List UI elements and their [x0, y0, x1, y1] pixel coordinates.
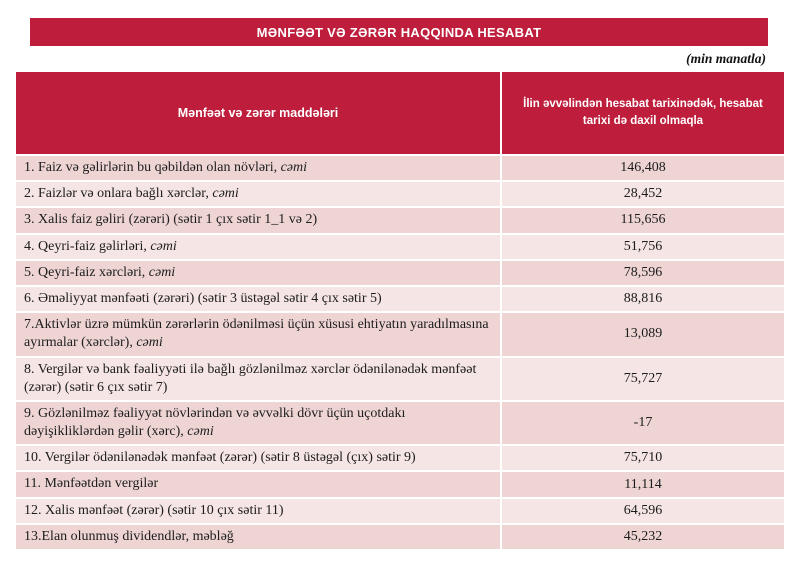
- unit-note: (min manatla): [686, 51, 766, 66]
- table-row: [15, 445, 785, 471]
- row-label: 5. Qeyri-faiz xərcləri,: [24, 264, 149, 280]
- row-label-italic: cəmi: [148, 264, 176, 280]
- row-label: 13.Elan olunmuş dividendlər, məbləğ: [24, 528, 234, 544]
- row-label-cell: [15, 286, 501, 312]
- row-value-cell: 115,656: [501, 207, 785, 233]
- row-label-cell: [15, 498, 501, 524]
- row-value-cell: 75,710: [501, 445, 785, 471]
- row-label-cell: [15, 207, 501, 233]
- table-row: [15, 207, 785, 233]
- row-label-cell: [15, 357, 501, 401]
- row-label-cell: [15, 524, 501, 550]
- column-header-value: İlin əvvəlindən hesabat tarixinədək, hesabat tarixi də daxil olmaqla: [501, 71, 785, 155]
- table-row: [15, 357, 785, 401]
- table-row: [15, 524, 785, 550]
- row-label: 1. Faiz və gəlirlərin bu qəbildən olan növləri,: [24, 160, 281, 175]
- row-label: 6. Əməliyyat mənfəəti (zərəri) (sətir 3 üstəgəl sətir 4 çıx sətir 5): [24, 290, 382, 306]
- table-row: [15, 181, 785, 207]
- header-row: [15, 71, 785, 155]
- report-title: MƏNFƏƏT VƏ ZƏRƏR HAQQINDA HESABAT: [256, 25, 542, 40]
- row-label: 7.Aktivlər üzrə mümkün zərərlərin ödənilməsi üçün xüsusi ehtiyatın yaradılmasına ayırmalar (xərclər),: [24, 317, 489, 351]
- row-label-italic: cəmi: [187, 424, 214, 440]
- row-label-italic: cəmi: [212, 186, 239, 202]
- row-label: 3. Xalis faiz gəliri (zərəri) (sətir 1 çıx sətir 1_1 və 2): [24, 212, 318, 228]
- row-label: 11. Mənfəətdən vergilər: [24, 476, 159, 492]
- profit-loss-table: [14, 70, 786, 551]
- row-label-italic: cəmi: [280, 160, 308, 175]
- row-label: 4. Qeyri-faiz gəlirləri,: [24, 238, 151, 254]
- row-label: 8. Vergilər və bank fəaliyyəti ilə bağlı gözlənilməz xərclər ödənilənədək mənfəət (zərər) (sətir 6 çıx sətir 7): [24, 361, 477, 395]
- row-value-cell: 88,816: [501, 286, 785, 312]
- row-label-cell: [15, 260, 501, 286]
- table-row: [15, 498, 785, 524]
- table-row: [15, 312, 785, 356]
- row-label-cell: [15, 234, 501, 260]
- row-label: 10. Vergilər ödənilənədək mənfəət (zərər) (sətir 8 üstəgəl (çıx) sətir 9): [24, 450, 416, 466]
- row-value-cell: 11,114: [501, 471, 785, 497]
- table-row: [15, 155, 785, 181]
- table-row: [15, 471, 785, 497]
- row-value-cell: 75,727: [501, 357, 785, 401]
- row-value-cell: -17: [501, 401, 785, 445]
- page: [0, 18, 800, 579]
- row-label-cell: [15, 312, 501, 356]
- row-label-cell: [15, 471, 501, 497]
- row-label-cell: [15, 181, 501, 207]
- row-value-cell: 78,596: [501, 260, 785, 286]
- row-value-cell: 13,089: [501, 312, 785, 356]
- row-label: 12. Xalis mənfəət (zərər) (sətir 10 çıx sətir 11): [24, 502, 284, 518]
- table-row: [15, 234, 785, 260]
- row-label-italic: cəmi: [136, 335, 163, 351]
- row-label-cell: [15, 401, 501, 445]
- row-label-cell: [15, 155, 501, 181]
- table-row: [15, 260, 785, 286]
- table-body: [15, 155, 785, 550]
- report-title-bar: [30, 18, 768, 46]
- row-label-italic: cəmi: [150, 238, 177, 254]
- row-label: 9. Gözlənilməz fəaliyyət növlərindən və əvvəlki dövr üçün uçotdakı dəyişikliklərdən gəlir (xərc),: [24, 405, 406, 440]
- row-value-cell: 64,596: [501, 498, 785, 524]
- column-header-items: Mənfəət və zərər maddələri: [15, 71, 501, 155]
- row-value-cell: 45,232: [501, 524, 785, 550]
- table-header: [15, 71, 785, 155]
- table-row: [15, 401, 785, 445]
- row-label-cell: [15, 445, 501, 471]
- row-value-cell: 51,756: [501, 234, 785, 260]
- row-label: 2. Faizlər və onlara bağlı xərclər,: [24, 186, 213, 202]
- row-value-cell: 146,408: [501, 155, 785, 181]
- table-row: [15, 286, 785, 312]
- row-value-cell: 28,452: [501, 181, 785, 207]
